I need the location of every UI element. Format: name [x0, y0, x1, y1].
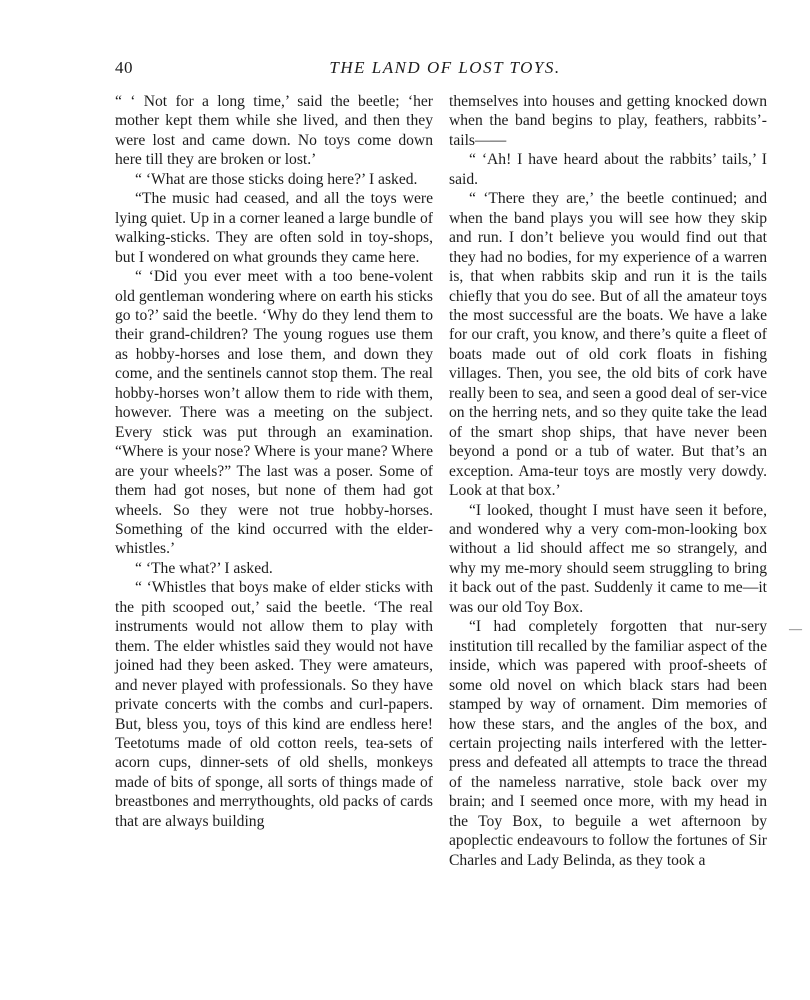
- paragraph: themselves into houses and getting knocked down when the band begins to play, feathers, rabbits’-tails——: [449, 93, 767, 149]
- paragraph: “I looked, thought I must have seen it before, and wondered why a very com-mon-looking box without a lid should affect me so strangely, and why my me-mory should seem struggling to bring it back out of the past. Suddenly it came to me—it was our old Toy Box.: [449, 501, 767, 616]
- paragraph: “I had completely forgotten that nur-sery institution till recalled by the familiar aspect of the inside, which was papered with proof-sheets of some old novel on which black stars had been stamped by way of ornament. Dim memories of how these stars, and the angles of the box, and certain projecting nails interfered with the letter-press and defeated all attempts to trace the thread of the nameless narrative, stole back over my brain; and I seemed once more, with my head in the Toy Box, to beguile a wet afternoon by apoplectic endeavours to follow the fortunes of Sir Charles and Lady Belinda, as they took a: [449, 618, 767, 869]
- paragraph: “ ‘The what?’ I asked.: [135, 559, 273, 577]
- paragraph: “ ‘Whistles that boys make of elder sticks with the pith scooped out,’ said the beetle. ‘The real instruments would not allow them to play with them. The elder whistles said they would not have joined had they been asked. They were amateurs, and never played with professionals. So they have private concerts with the combs and curl-papers. But, bless you, toys of this kind are endless here! Teetotums made of old cotton reels, tea-sets of acorn cups, dinner-sets of old shells, monkeys made of bits of sponge, all sorts of things made of breastbones and merrythoughts, old packs of cards that are always building: [115, 579, 433, 830]
- paragraph: “ ‘Ah! I have heard about the rabbits’ tails,’ I said.: [449, 151, 767, 188]
- left-column: [115, 92, 433, 831]
- running-title: THE LAND OF LOST TOYS.: [329, 58, 561, 77]
- page-number: 40: [115, 58, 133, 77]
- paragraph: “ ‘ Not for a long time,’ said the beetle; ‘her mother kept them while she lived, and then they were lost and came down. No toys come down here till they are broken or lost.’: [115, 93, 433, 169]
- paragraph: “ ‘What are those sticks doing here?’ I asked.: [135, 170, 418, 188]
- right-column: [449, 92, 767, 870]
- paragraph: “ ‘There they are,’ the beetle continued; and when the band plays you will see how they skip and run. I don’t believe you would find out that they had no bodies, for my experience of a warren is, that when rabbits skip and run it is the tails chiefly that you do see. But of all the amateur toys the most successful are the boats. We have a lake for our craft, you know, and there’s quite a fleet of boats made out of old cork floats in fishing villages. Then, you see, the old bits of cork have really been to sea, and seen a good deal of ser-vice on the herring nets, and so they quite take the lead of the smart shop ships, that have never been beyond a pond or a tub of water. But that’s an exception. Ama-teur toys are mostly very dowdy. Look at that box.’: [449, 190, 767, 500]
- margin-mark: —: [789, 621, 802, 636]
- paragraph: “ ‘Did you ever meet with a too bene-volent old gentleman wondering where on earth his sticks go to?’ said the beetle. ‘Why do they lend them to their grand-children? The young rogues use them as hobby-horses and lose them, and down they come, and the sentinels cannot stop them. The real hobby-horses won’t allow them to ride with them, however. There was a meeting on the subject. Every stick was put through an examination. “Where is your nose? Where is your mane? Where are your wheels?” The last was a poser. Some of them had got noses, but none of them had got wheels. So they were not true hobby-horses. Something of the kind occurred with the elder-whistles.’: [115, 268, 433, 558]
- paragraph: “The music had ceased, and all the toys were lying quiet. Up in a corner leaned a large bundle of walking-sticks. They are often sold in toy-shops, but I wondered on what grounds they came here.: [115, 190, 433, 266]
